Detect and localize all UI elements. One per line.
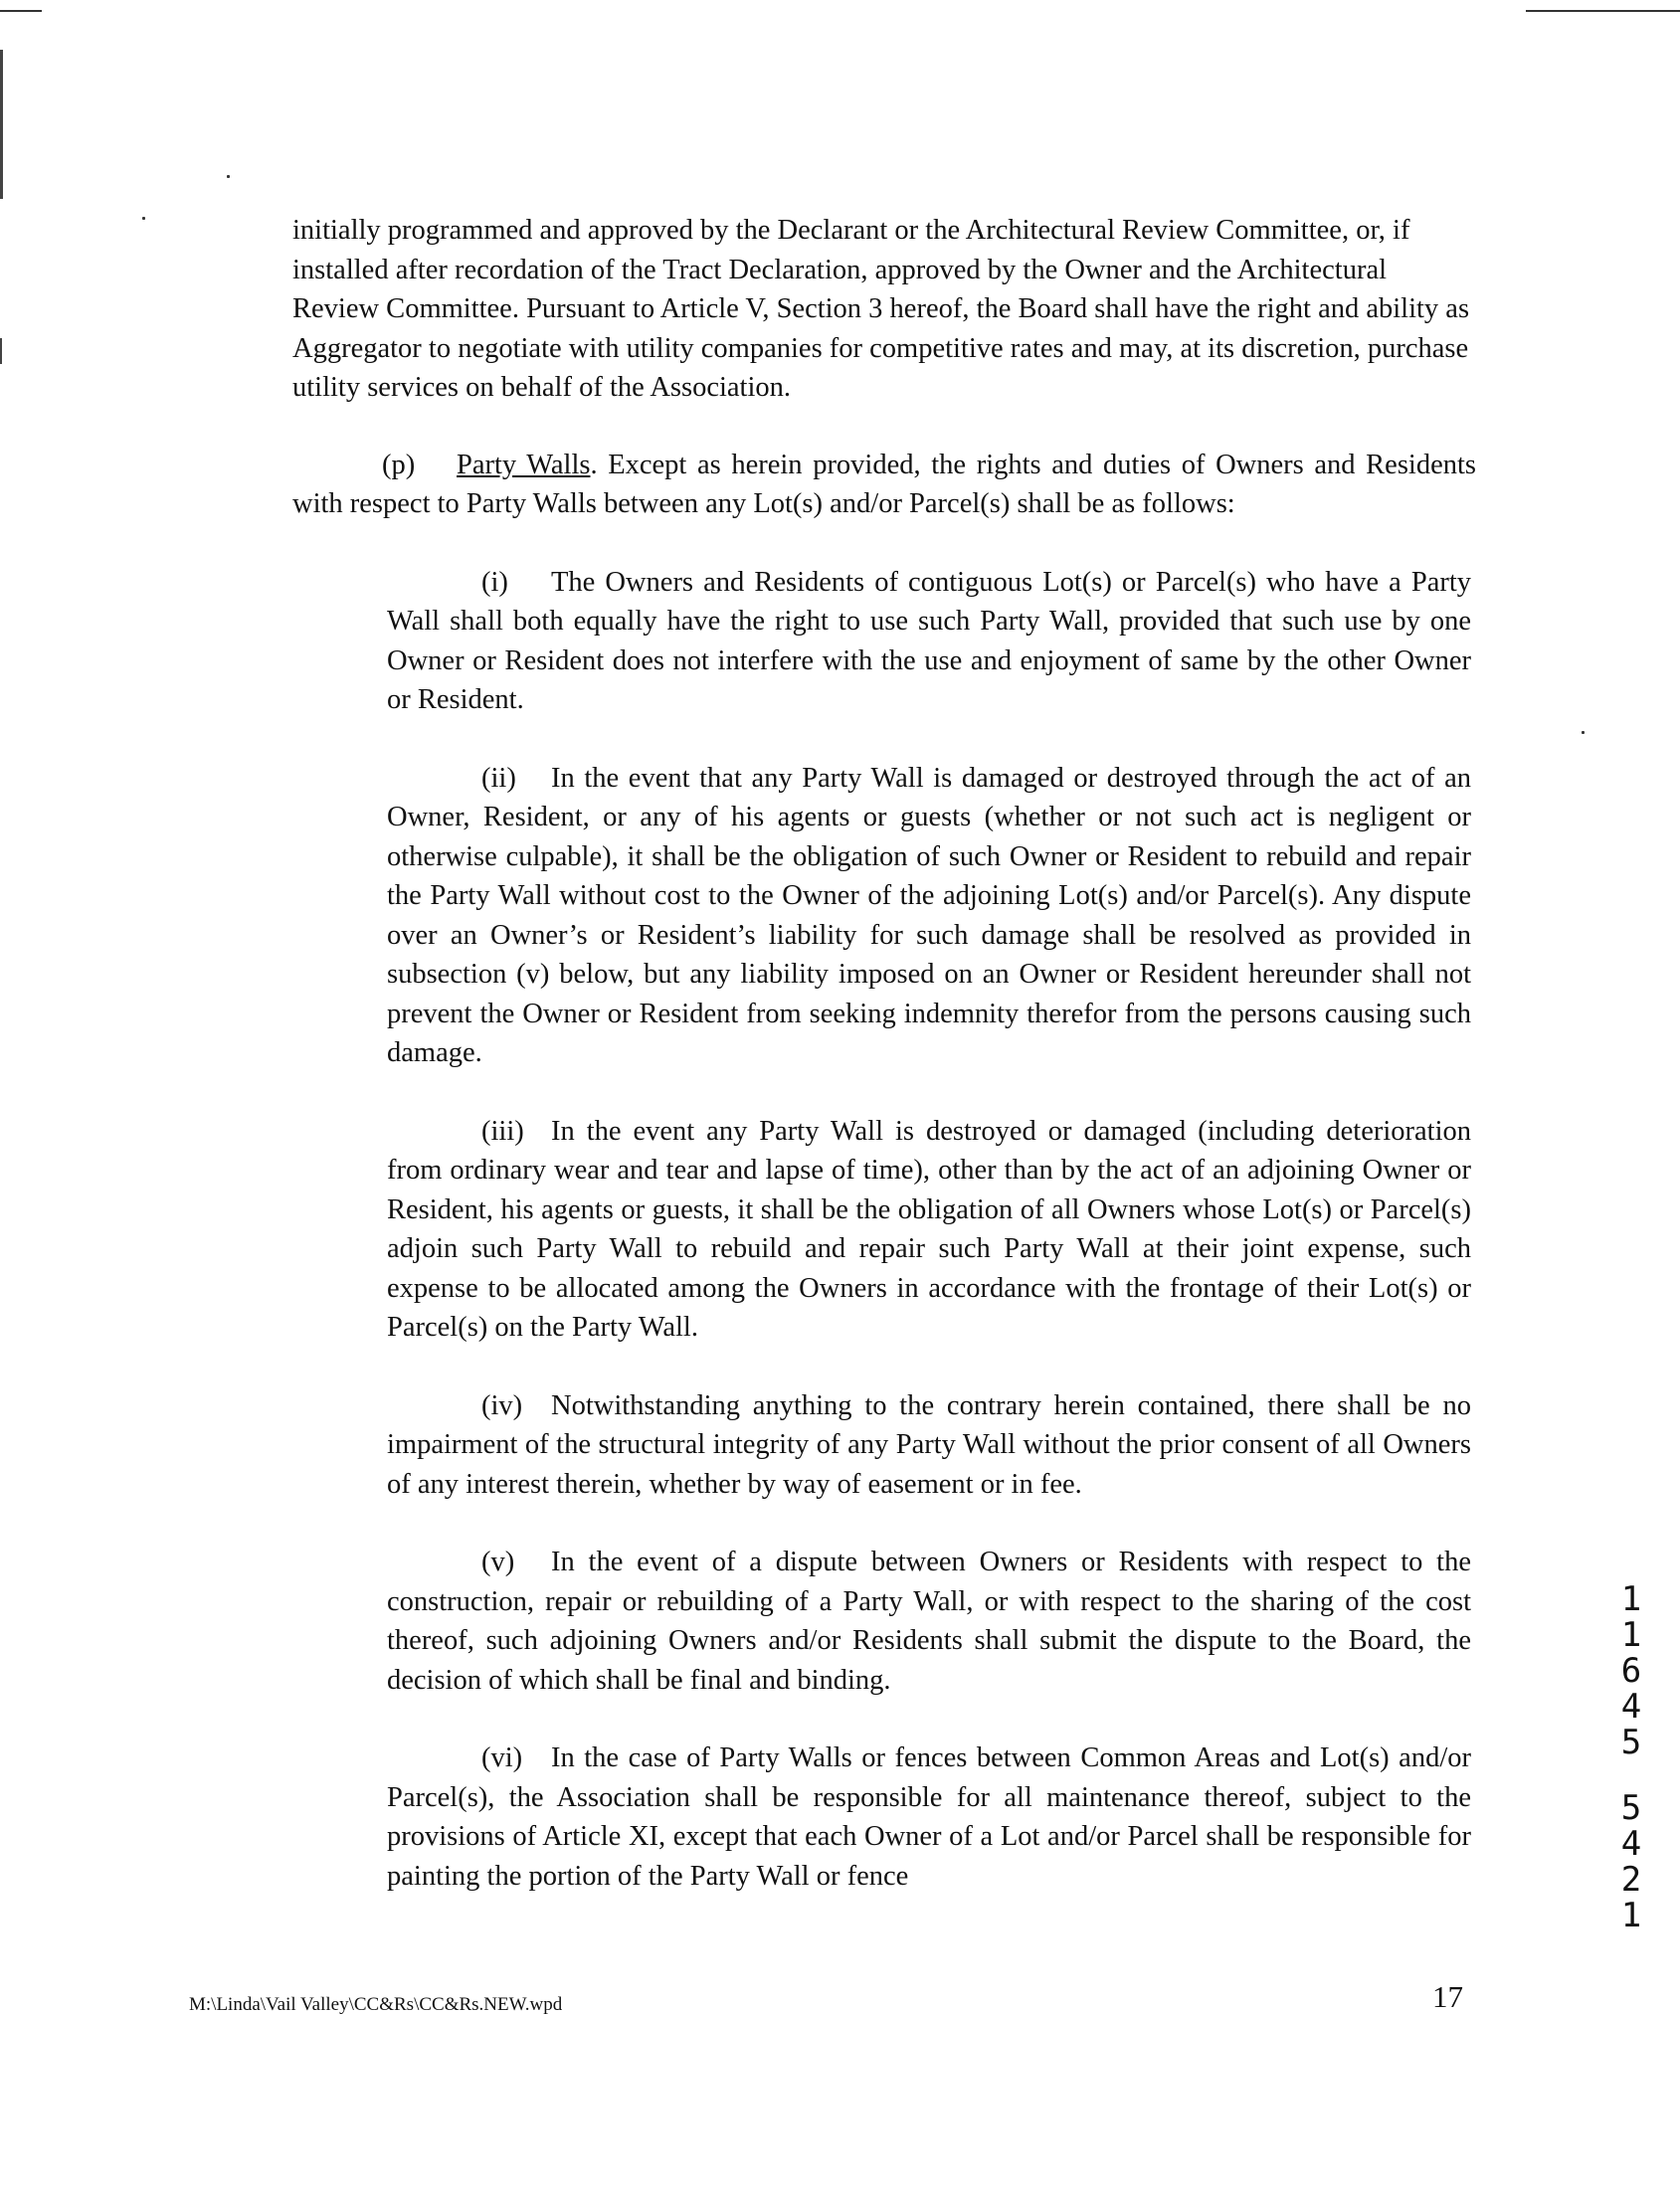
- scan-speck: [227, 175, 230, 178]
- recording-stamp-page: 5 4 2 1: [1620, 1788, 1642, 1935]
- subsection-iv: (iv) Notwithstanding anything to the contrary herein contained, there shall be no impairment of the structural integrity of any Party Wall without the prior consent of all Owners of any interest therein, whether by way of easement or in fee.: [387, 1389, 1471, 1500]
- scan-edge-top-left: [0, 10, 42, 12]
- scan-edge-top-right: [1526, 10, 1680, 12]
- section-p-heading: [292, 446, 1476, 524]
- page-number: 17: [1432, 1979, 1463, 2014]
- recording-stamp-book: 1 1 6 4 5: [1620, 1579, 1642, 1762]
- section-p-title: Party Walls: [457, 449, 591, 480]
- subsection-ii: (ii) In the event that any Party Wall is damaged or destroyed through the act of an Owner, Resident, or any of his agents or guests (whether or not such act is negligent or otherwise culpable), it shall be the obligation of such Owner or Resident to rebuild and repair the Party Wall without cost to the Owner of the adjoining Lot(s) and/or Parcel(s). Any dispute over an Owner’s or Resident’s liability for such damage shall be resolved as provided in subsection (v) below, but any liability imposed on an Owner or Resident hereunder shall not prevent the Owner or Resident from seeking indemnity therefor from the persons causing such damage.: [387, 762, 1471, 1068]
- subsection-iii: (iii) In the event any Party Wall is destroyed or damaged (including deterioration from ordinary wear and tear and lapse of time), other than by the act of an adjoining Owner or Resident, his agents or guests, it shall be the obligation of all Owners whose Lot(s) or Parcel(s) adjoin such Party Wall to rebuild and repair such Party Wall at their joint expense, such expense to be allocated among the Owners in accordance with the frontage of their Lot(s) or Parcel(s) on the Party Wall.: [387, 1115, 1471, 1343]
- subsection-vi: (vi) In the case of Party Walls or fences between Common Areas and Lot(s) and/or Parcel(s), the Association shall be responsible for all maintenance thereof, subject to the provisions of Article XI, except that each Owner of a Lot and/or Parcel shall be responsible for painting the portion of the Party Wall or fence: [387, 1742, 1471, 1892]
- section-p-tag: (p): [382, 449, 416, 480]
- document-body: [292, 211, 1476, 1934]
- subsection-v: (v) In the event of a dispute between Owners or Residents with respect to the construction, repair or rebuilding of a Party Wall, or with respect to the sharing of the cost thereof, such adjoining Owners and/or Residents shall submit the dispute to the Board, the decision of which shall be final and binding.: [387, 1547, 1471, 1696]
- scan-speck: [1582, 731, 1585, 734]
- section-p-body: . Except as herein provided, the rights and duties of Owners and Residents with respect to Party Walls between any Lot(s) and/or Parcel(s) shall be as follows:: [292, 449, 1476, 519]
- scan-speck: [142, 217, 145, 220]
- subsection-i: (i) The Owners and Residents of contiguous Lot(s) or Parcel(s) who have a Party Wall shall both equally have the right to use such Party Wall, provided that such use by one Owner or Resident does not interfere with the use and enjoyment of same by the other Owner or Resident.: [387, 566, 1471, 715]
- footer-file-path: M:\Linda\Vail Valley\CC&Rs\CC&Rs.NEW.wpd: [189, 1994, 563, 2015]
- intro-paragraph: initially programmed and approved by the Declarant or the Architectural Review Committee, or, if installed after recordation of the Tract Declaration, approved by the Owner and the Architectural Review Committee. Pursuant to Article V, Section 3 hereof, the Board shall have the right and ability as Aggregator to negotiate with utility companies for competitive rates and may, at its discretion, purchase utility services on behalf of the Association.: [292, 215, 1470, 403]
- scan-edge-left: [0, 50, 3, 199]
- scan-edge-left-mark: [0, 338, 2, 364]
